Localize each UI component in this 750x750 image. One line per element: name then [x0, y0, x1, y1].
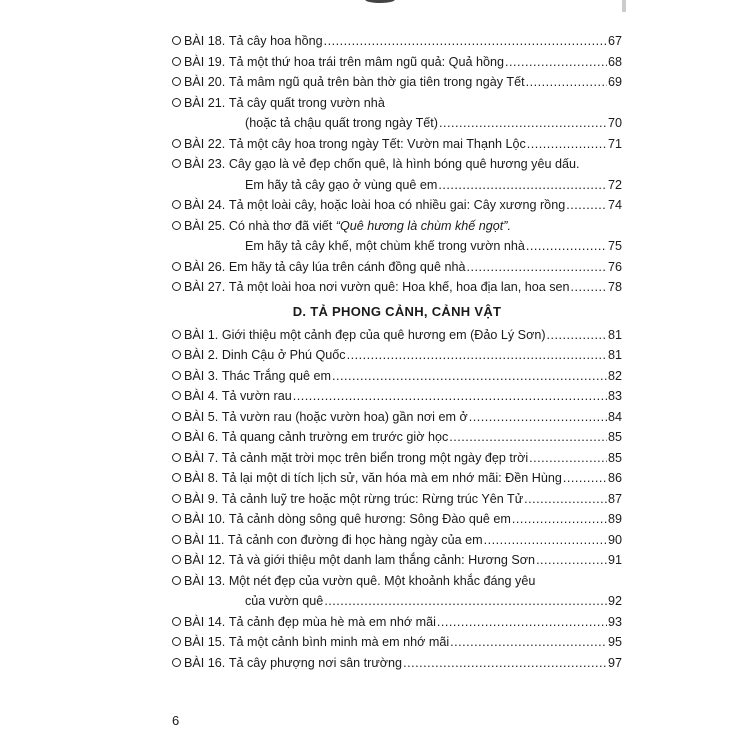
entry-label: BÀI 1. — [184, 327, 219, 342]
toc-entry[interactable] — [172, 31, 622, 52]
entry-page: 89 — [607, 512, 622, 526]
entry-label: BÀI 11. — [184, 532, 225, 547]
entry-label: BÀI 21. — [184, 95, 226, 110]
toc-entry-line — [172, 550, 622, 571]
circle-bullet-icon — [172, 350, 181, 359]
entry-page: 92 — [607, 594, 622, 608]
entry-quote: “Quê hương là chùm khế ngọt”. — [335, 218, 512, 233]
circle-bullet-icon — [172, 637, 181, 646]
entry-title: Tả cảnh dòng sông quê hương: Sông Đào quê em — [228, 512, 511, 526]
toc-entry[interactable] — [172, 386, 622, 407]
toc-entry[interactable] — [172, 489, 622, 510]
entry-title: của vườn quê — [245, 594, 324, 608]
toc-entry-line — [172, 509, 622, 530]
entry-page: 67 — [607, 34, 622, 48]
entry-label: BÀI 22. — [184, 136, 226, 151]
toc-entry-line — [172, 154, 622, 175]
entry-title: Cây gạo là vẻ đẹp chốn quê, là hình bóng quê hương yêu dấu. — [228, 157, 580, 171]
entry-label: BÀI 25. — [184, 218, 226, 233]
entry-title: Tả và giới thiệu một danh lam thắng cảnh: Hương Sơn — [228, 553, 536, 567]
entry-page: 71 — [607, 136, 622, 151]
dot-leader — [438, 175, 607, 196]
toc-entry-line — [172, 93, 622, 114]
entry-title: Tả một loài cây, hoặc loài hoa có nhiều gai: Cây xương rồng — [228, 198, 566, 212]
circle-bullet-icon — [172, 221, 181, 230]
entry-title: Em hãy tả cây gạo ở vùng quê em — [245, 177, 438, 192]
circle-bullet-icon — [172, 391, 181, 400]
toc-entry[interactable] — [172, 653, 622, 674]
circle-bullet-icon — [172, 330, 181, 339]
circle-bullet-icon — [172, 576, 181, 585]
entry-title: Tả một cây hoa trong ngày Tết: Vườn mai Thạnh Lộc — [228, 136, 526, 151]
entry-page: 84 — [607, 409, 622, 424]
entry-title: Tả một loài hoa nơi vườn quê: Hoa khế, hoa địa lan, hoa sen — [228, 280, 570, 294]
entry-title: Tả cảnh con đường đi học hàng ngày của em — [227, 532, 483, 547]
entry-label: BÀI 23. — [184, 157, 226, 171]
entry-page: 68 — [607, 54, 622, 69]
toc-entry[interactable] — [172, 195, 622, 216]
circle-bullet-icon — [172, 617, 181, 626]
toc-entry[interactable] — [172, 612, 622, 633]
entry-label: BÀI 7. — [184, 450, 219, 465]
toc-entry-line — [172, 571, 622, 592]
toc-entry[interactable] — [172, 468, 622, 489]
toc-entry[interactable] — [172, 52, 622, 73]
toc-entry[interactable] — [172, 345, 622, 366]
toc-entry[interactable] — [172, 366, 622, 387]
circle-bullet-icon — [172, 535, 181, 544]
entry-page: 75 — [607, 239, 622, 253]
dot-leader — [566, 195, 607, 216]
entry-page: 76 — [607, 259, 622, 274]
entry-title: Tả cây quất trong vườn nhà — [228, 95, 385, 110]
toc-entry-line — [172, 407, 622, 428]
dot-leader — [324, 591, 607, 612]
entry-title: (hoặc tả chậu quất trong ngày Tết) — [245, 116, 438, 130]
entry-label: BÀI 19. — [184, 54, 226, 69]
entry-page: 97 — [607, 655, 622, 670]
toc-entry-line — [172, 427, 622, 448]
toc-entry[interactable] — [172, 154, 622, 195]
entry-label: BÀI 3. — [184, 368, 219, 383]
entry-page: 86 — [607, 471, 622, 485]
page-number: 6 — [172, 713, 180, 728]
entry-page: 82 — [607, 368, 622, 383]
circle-bullet-icon — [172, 77, 181, 86]
section-heading: D. TẢ PHONG CẢNH, CẢNH VẬT — [292, 303, 502, 319]
toc-entry-line — [172, 325, 622, 346]
dot-leader — [403, 653, 607, 674]
toc-entry-line — [172, 386, 622, 407]
toc-entry[interactable] — [172, 72, 622, 93]
toc-entry[interactable] — [172, 550, 622, 571]
entry-title: Một nét đẹp của vườn quê. Một khoảnh khắc đáng yêu — [228, 573, 536, 588]
dot-leader — [526, 72, 607, 93]
toc-entry-line — [172, 31, 622, 52]
dot-leader — [466, 257, 607, 278]
dot-leader — [484, 530, 607, 551]
dot-leader — [293, 386, 607, 407]
entry-page: 95 — [607, 635, 622, 649]
toc-entry-line — [172, 72, 622, 93]
toc-entry[interactable] — [172, 530, 622, 551]
entry-page: 70 — [607, 116, 622, 130]
toc-entry[interactable] — [172, 93, 622, 134]
entry-page: 74 — [607, 198, 622, 212]
entry-label: BÀI 27. — [184, 280, 226, 294]
toc-entry-line — [172, 345, 622, 366]
entry-page: 72 — [607, 177, 622, 192]
circle-bullet-icon — [172, 555, 181, 564]
circle-bullet-icon — [172, 412, 181, 421]
toc-entry-line — [172, 612, 622, 633]
entry-label: BÀI 8. — [184, 471, 219, 485]
toc-entry-line — [172, 195, 622, 216]
dot-leader — [526, 236, 607, 257]
toc-entry-line — [172, 216, 622, 237]
entry-label: BÀI 16. — [184, 655, 226, 670]
circle-bullet-icon — [172, 36, 181, 45]
entry-title: Thác Trắng quê em — [221, 368, 332, 383]
circle-bullet-icon — [172, 57, 181, 66]
toc-entry[interactable] — [172, 571, 622, 612]
entry-label: BÀI 12. — [184, 553, 226, 567]
entry-title: Tả cây hoa hồng — [228, 34, 323, 48]
toc-entry-line — [172, 448, 622, 469]
entry-title: Tả vườn rau — [221, 389, 292, 403]
entry-title: Em hãy tả cây lúa trên cánh đồng quê nhà — [228, 259, 466, 274]
toc-entry[interactable] — [172, 427, 622, 448]
toc-entry-line — [172, 236, 622, 257]
entry-page: 83 — [607, 389, 622, 403]
entry-label: BÀI 6. — [184, 430, 219, 444]
entry-label: BÀI 5. — [184, 409, 219, 424]
toc-entry-line — [172, 489, 622, 510]
entry-label: BÀI 13. — [184, 573, 226, 588]
circle-bullet-icon — [172, 473, 181, 482]
circle-bullet-icon — [172, 262, 181, 271]
toc-entry-line — [172, 632, 622, 653]
toc-entry-line — [172, 134, 622, 155]
toc-entry[interactable] — [172, 216, 622, 257]
entry-page: 85 — [607, 450, 622, 465]
circle-bullet-icon — [172, 658, 181, 667]
circle-bullet-icon — [172, 98, 181, 107]
entry-label: BÀI 26. — [184, 259, 226, 274]
entry-page: 87 — [607, 491, 622, 506]
entry-title: Tả quang cảnh trường em trước giờ học — [221, 430, 449, 444]
dot-leader — [563, 468, 607, 489]
dot-leader — [529, 448, 607, 469]
dot-leader — [347, 345, 607, 366]
toc-entry-line — [172, 530, 622, 551]
toc-entry[interactable] — [172, 509, 622, 530]
entry-title: Em hãy tả cây khế, một chùm khế trong vườn nhà — [245, 239, 525, 253]
entry-title: Tả một cảnh bình minh mà em nhớ mãi — [228, 635, 450, 649]
entry-label: BÀI 20. — [184, 75, 226, 89]
entry-page: 93 — [607, 614, 622, 629]
toc-entry-line — [172, 653, 622, 674]
toc-entry-line — [172, 366, 622, 387]
circle-bullet-icon — [172, 432, 181, 441]
circle-bullet-icon — [172, 371, 181, 380]
dot-leader — [469, 407, 607, 428]
entry-title: Tả cảnh luỹ tre hoặc một rừng trúc: Rừng trúc Yên Tử — [221, 491, 524, 506]
dot-leader — [324, 31, 607, 52]
circle-bullet-icon — [172, 494, 181, 503]
entry-title: Tả vườn rau (hoặc vườn hoa) gần nơi em ở — [221, 409, 468, 424]
page-edge-shadow — [365, 0, 395, 3]
entry-page: 69 — [607, 75, 622, 89]
entry-title: Tả lại một di tích lịch sử, văn hóa mà em nhớ mãi: Đền Hùng — [221, 471, 562, 485]
entry-page: 81 — [607, 327, 622, 342]
dot-leader — [547, 325, 607, 346]
entry-title: Tả một thứ hoa trái trên mâm ngũ quả: Quả hồng — [228, 54, 504, 69]
entry-title: Tả cây phượng nơi sân trường — [228, 655, 403, 670]
circle-bullet-icon — [172, 282, 181, 291]
dot-leader — [439, 113, 607, 134]
entry-label: BÀI 24. — [184, 198, 226, 212]
entry-page: 81 — [607, 348, 622, 362]
entry-page: 91 — [607, 553, 622, 567]
toc-entry[interactable] — [172, 257, 622, 278]
entry-page: 90 — [607, 532, 622, 547]
page-edge — [622, 0, 626, 12]
dot-leader — [332, 366, 607, 387]
dot-leader — [449, 427, 607, 448]
circle-bullet-icon — [172, 139, 181, 148]
toc-entry-line — [172, 257, 622, 278]
entry-title: Giới thiệu một cảnh đẹp của quê hương em (Đảo Lý Sơn) — [221, 327, 546, 342]
toc-entry[interactable] — [172, 632, 622, 653]
dot-leader — [536, 550, 607, 571]
entry-title: Tả cảnh đẹp mùa hè mà em nhớ mãi — [228, 614, 436, 629]
toc-entry[interactable] — [172, 448, 622, 469]
toc-entry-line — [172, 52, 622, 73]
entry-label: BÀI 9. — [184, 491, 219, 506]
toc-entry-line — [172, 175, 622, 196]
circle-bullet-icon — [172, 159, 181, 168]
toc-entry[interactable] — [172, 277, 622, 298]
entry-page: 78 — [607, 280, 622, 294]
toc-entry[interactable] — [172, 407, 622, 428]
dot-leader — [527, 134, 607, 155]
entry-label: BÀI 14. — [184, 614, 226, 629]
dot-leader — [512, 509, 607, 530]
entry-title: Tả mâm ngũ quả trên bàn thờ gia tiên trong ngày Tết — [228, 75, 525, 89]
toc-entry-line — [172, 277, 622, 298]
entry-title: Tả cảnh mặt trời mọc trên biển trong một ngày đẹp trời — [221, 450, 529, 465]
dot-leader — [450, 632, 607, 653]
entry-label: BÀI 18. — [184, 34, 226, 48]
entry-label: BÀI 4. — [184, 389, 219, 403]
toc-entry-line — [172, 113, 622, 134]
dot-leader — [437, 612, 607, 633]
dot-leader — [571, 277, 607, 298]
toc-entry[interactable] — [172, 134, 622, 155]
toc-entry[interactable] — [172, 325, 622, 346]
dot-leader — [524, 489, 607, 510]
entry-label: BÀI 15. — [184, 635, 226, 649]
circle-bullet-icon — [172, 514, 181, 523]
entry-label: BÀI 2. — [184, 348, 219, 362]
entry-title: Có nhà thơ đã viết — [228, 218, 333, 233]
entry-title: Dinh Cậu ở Phú Quốc — [221, 348, 346, 362]
entry-label: BÀI 10. — [184, 512, 226, 526]
circle-bullet-icon — [172, 453, 181, 462]
dot-leader — [505, 52, 607, 73]
toc-entry-line — [172, 468, 622, 489]
circle-bullet-icon — [172, 200, 181, 209]
entry-page: 85 — [607, 430, 622, 444]
table-of-contents — [172, 31, 622, 673]
toc-entry-line — [172, 591, 622, 612]
